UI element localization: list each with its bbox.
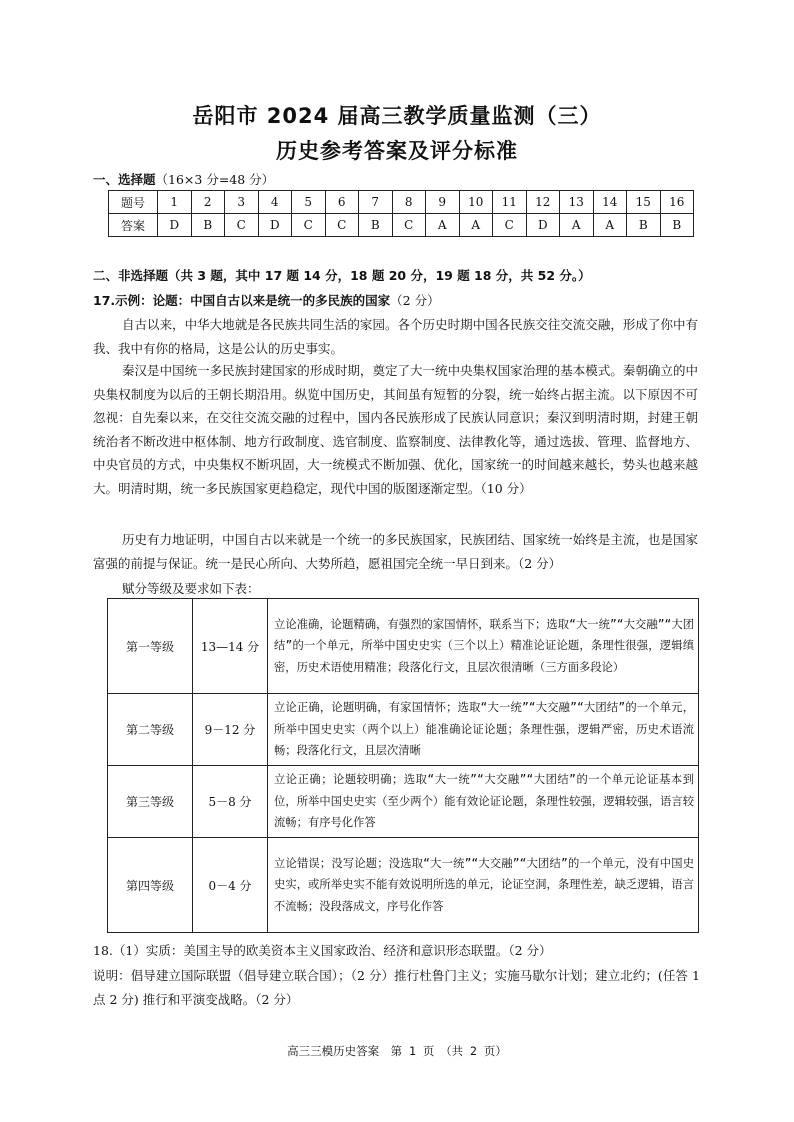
- q17-thesis-score: （2 分）: [390, 293, 440, 308]
- question-number-cell: 16: [660, 191, 694, 214]
- level-description: 立论错误；没写论题；没选取“大一统”“大交融”“大团结”的一个单元，没有中国史史实，或所举史实不能有效说明所选的单元，论证空洞，条理性差，缺乏逻辑，语言不流畅；没段落成文，序号化作答: [268, 838, 699, 933]
- q17-paragraph-2: 秦汉是中国统一多民族封建国家的形成时期，奠定了大一统中央集权国家治理的基本模式。秦朝确立的中央集权制度为以后的王朝长期沿用。纵览中国历史，其间虽有短暂的分裂，统一始终占据主流。以下原因不可忽视：自先秦以来，在交往交流交融的过程中，国内各民族形成了民族认同意识；秦汉到明清时期，封建王朝统治者不断改进中枢体制、地方行政制度、选官制度、监察制度、法律教化等，通过选拔、管理、监督地方、中央官员的方式，中央集权不断巩固，大一统模式不断加强、优化，国家统一的时间越来越长，势头也越来越大。明清时期，统一多民族国家更趋稳定，现代中国的版图逐渐定型。（10 分）: [93, 363, 698, 496]
- answer-cell: A: [459, 214, 493, 237]
- q18-part1-essence: 18.（1）实质：美国主导的欧美资本主义国家政治、经济和意识形态联盟。（2 分）: [93, 943, 552, 958]
- row-label-questions: 题号: [109, 191, 158, 214]
- question-number-cell: 9: [426, 191, 460, 214]
- question-number-cell: 6: [325, 191, 359, 214]
- grading-intro: 赋分等级及要求如下表：: [122, 581, 260, 596]
- grading-level-row: [108, 838, 699, 933]
- question-number-cell: 11: [493, 191, 527, 214]
- question-number-cell: 13: [560, 191, 594, 214]
- answer-row: [109, 214, 694, 237]
- grading-level-row: [108, 766, 699, 838]
- question-number-cell: 8: [392, 191, 426, 214]
- level-score: 9－12 分: [193, 694, 268, 766]
- section1-heading: [93, 170, 274, 188]
- question-number-cell: 15: [627, 191, 661, 214]
- question-number-cell: 4: [258, 191, 292, 214]
- answer-cell: D: [158, 214, 192, 237]
- answer-cell: C: [392, 214, 426, 237]
- grading-level-row: [108, 694, 699, 766]
- page-title: 岳阳市 2024 届高三教学质量监测（三）: [192, 104, 602, 128]
- grading-level-row: [108, 599, 699, 694]
- answer-key-table: [108, 190, 694, 237]
- level-description: 立论正确，论题明确，有家国情怀；选取“大一统”“大交融”“大团结”的一个单元，所举中国史史实（两个以上）能准确论证论题；条理性强，逻辑严密，历史术语流畅；段落化行文，且层次清晰: [268, 694, 699, 766]
- answer-cell: C: [493, 214, 527, 237]
- answer-cell: B: [660, 214, 694, 237]
- question-number-cell: 1: [158, 191, 192, 214]
- answer-cell: A: [426, 214, 460, 237]
- level-score: 13—14 分: [193, 599, 268, 694]
- level-name: 第四等级: [108, 838, 193, 933]
- question-number-cell: 12: [526, 191, 560, 214]
- question-number-cell: 2: [191, 191, 225, 214]
- answer-cell: B: [627, 214, 661, 237]
- answer-cell: D: [258, 214, 292, 237]
- q17-lead: [93, 291, 440, 309]
- question-number-cell: 5: [292, 191, 326, 214]
- question-number-cell: 14: [593, 191, 627, 214]
- answer-cell: C: [292, 214, 326, 237]
- answer-cell: D: [526, 214, 560, 237]
- answer-cell: C: [225, 214, 259, 237]
- level-name: 第一等级: [108, 599, 193, 694]
- question-number-cell: 7: [359, 191, 393, 214]
- answer-cell: B: [359, 214, 393, 237]
- grading-levels-table: [107, 598, 699, 933]
- row-label-answers: 答案: [109, 214, 158, 237]
- q17-paragraph-3: 历史有力地证明，中国自古以来就是一个统一的多民族国家，民族团结、国家统一始终是主流，也是国家富强的前提与保证。统一是民心所向、大势所趋，愿祖国完全统一早日到来。（2 分）: [93, 532, 698, 571]
- answer-cell: C: [325, 214, 359, 237]
- section1-title: 一、选择题: [93, 172, 156, 187]
- question-number-cell: 10: [459, 191, 493, 214]
- section1-scoring: （16×3 分=48 分）: [155, 172, 275, 187]
- answer-cell: B: [191, 214, 225, 237]
- level-name: 第二等级: [108, 694, 193, 766]
- question-number-cell: 3: [225, 191, 259, 214]
- page-footer: 高三三模历史答案 第 1 页 （共 2 页）: [287, 1044, 507, 1058]
- section2-heading: 二、非选择题（共 3 题，其中 17 题 14 分，18 题 20 分，19 题 18 分，共 52 分。）: [93, 268, 591, 283]
- level-score: 5－8 分: [193, 766, 268, 838]
- level-score: 0－4 分: [193, 838, 268, 933]
- page-subtitle: 历史参考答案及评分标准: [276, 139, 518, 163]
- question-number-row: [109, 191, 694, 214]
- q17-paragraph-1: 自古以来，中华大地就是各民族共同生活的家园。各个历史时期中国各民族交往交流交融，形成了你中有我、我中有你的格局，这是公认的历史事实。: [93, 317, 698, 356]
- answer-cell: A: [560, 214, 594, 237]
- q18-part1-explanation: 说明：倡导建立国际联盟（倡导建立联合国）；（2 分）推行杜鲁门主义；实施马歇尔计划；建立北约；(任答 1 点 2 分) 推行和平演变战略。（2 分）: [93, 968, 700, 1007]
- level-name: 第三等级: [108, 766, 193, 838]
- level-description: 立论正确；论题较明确；选取“大一统”“大交融”“大团结”的一个单元论证基本到位，所举中国史史实（至少两个）能有效论证论题，条理性较强，逻辑较强，语言较流畅；有序号化作答: [268, 766, 699, 838]
- level-description: 立论准确，论题精确，有强烈的家国情怀，联系当下；选取“大一统”“大交融”“大团结”的一个单元，所举中国史史实（三个以上）精准论证论题，条理性很强，逻辑缜密，历史术语使用精准；段落化行文，且层次很清晰（三方面多段论）: [268, 599, 699, 694]
- q17-thesis: 17.示例：论题：中国自古以来是统一的多民族的国家: [93, 293, 391, 308]
- answer-cell: A: [593, 214, 627, 237]
